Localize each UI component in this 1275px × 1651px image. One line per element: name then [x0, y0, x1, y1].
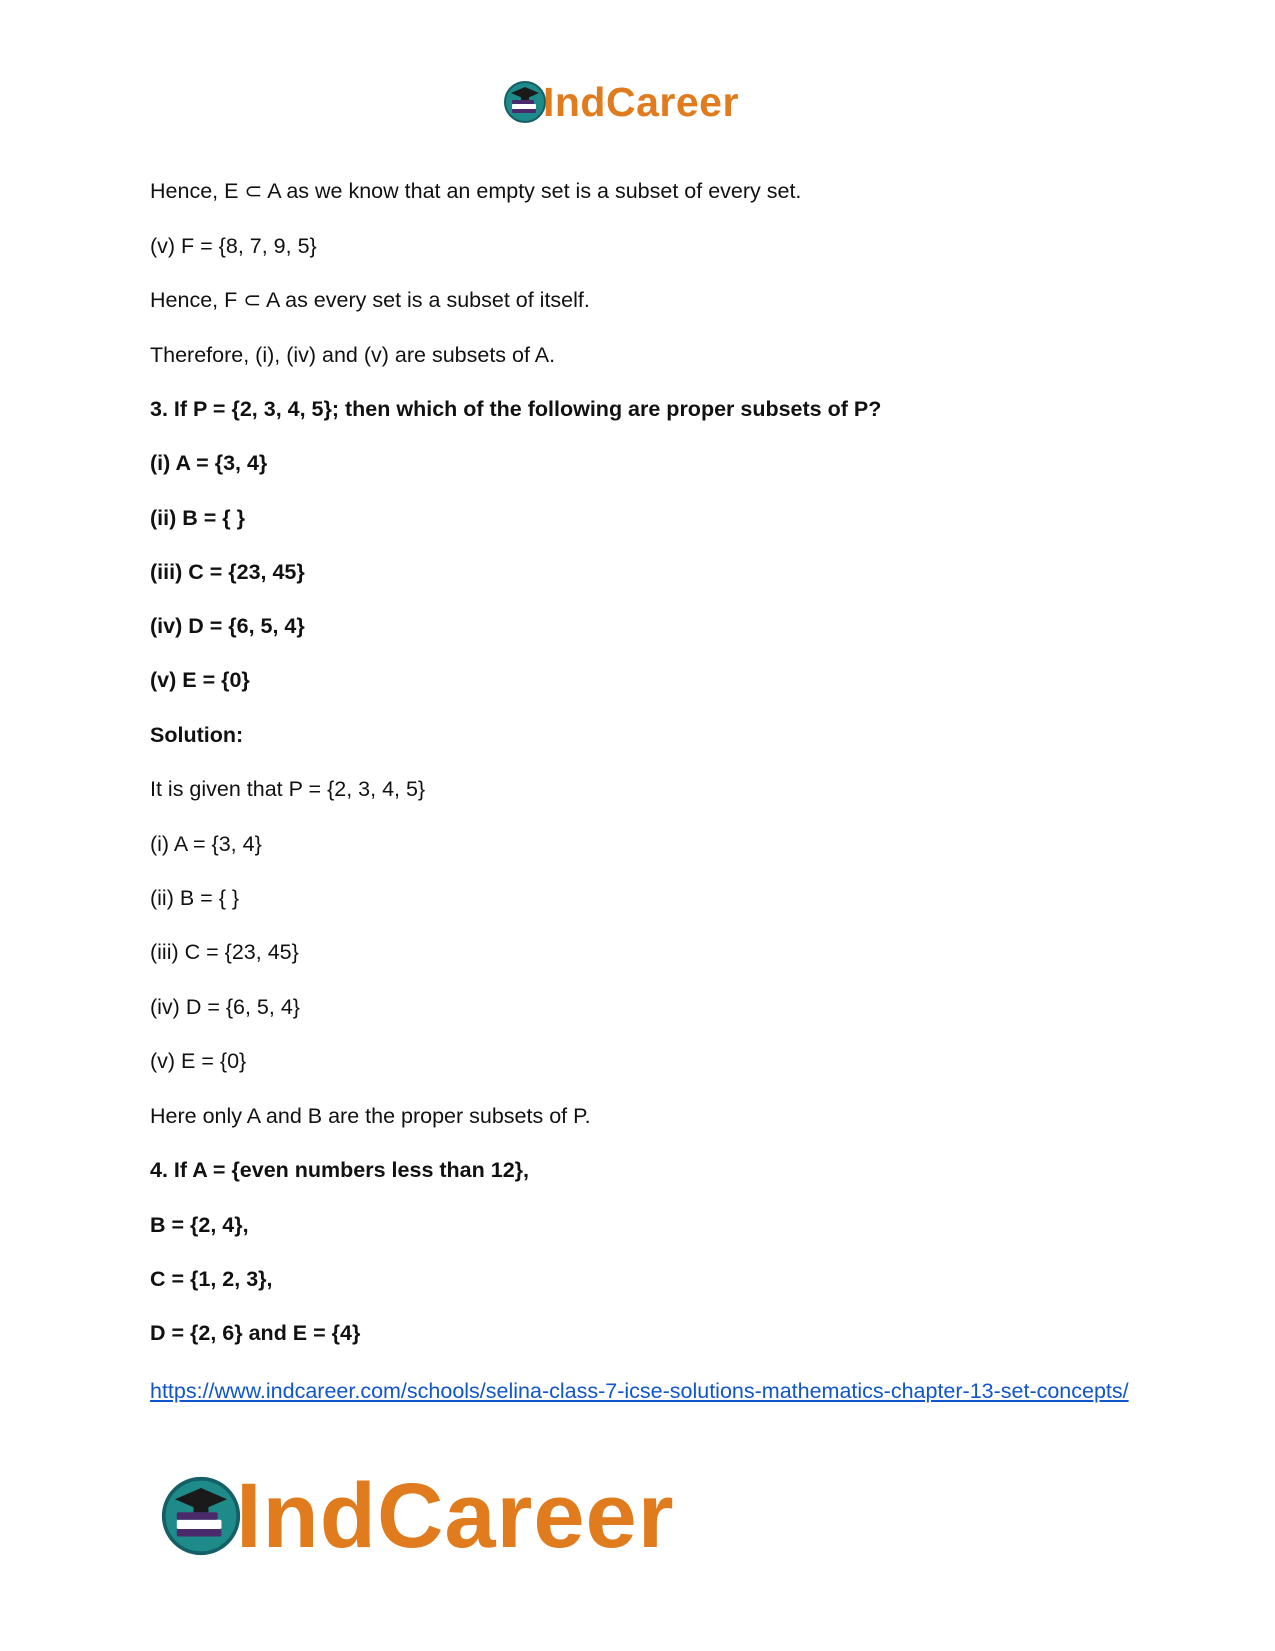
question-option: (i) A = {3, 4} [150, 451, 268, 475]
header-logo [503, 80, 739, 124]
logo-wordmark: IndCareer [236, 1465, 675, 1567]
question-option: (ii) B = { } [150, 506, 245, 530]
text-line: (v) F = {8, 7, 9, 5} [150, 234, 317, 258]
text-line: (i) A = {3, 4} [150, 832, 262, 856]
question-option: B = {2, 4}, [150, 1213, 249, 1237]
text-line: (v) E = {0} [150, 1049, 247, 1073]
text-line: (ii) B = { } [150, 886, 240, 910]
footer-logo [160, 1465, 675, 1567]
text-line: Therefore, (i), (iv) and (v) are subsets of A. [150, 343, 556, 367]
graduation-book-icon [503, 80, 547, 124]
question-option: (iii) C = {23, 45} [150, 560, 305, 584]
question-heading: 3. If P = {2, 3, 4, 5}; then which of the following are proper subsets of P? [150, 397, 882, 421]
logo-wordmark: IndCareer [543, 78, 739, 125]
question-option: (iv) D = {6, 5, 4} [150, 614, 305, 638]
text-line: (iii) C = {23, 45} [150, 940, 299, 964]
text-line: Here only A and B are the proper subsets of P. [150, 1104, 591, 1128]
question-option: C = {1, 2, 3}, [150, 1267, 273, 1291]
question-option: (v) E = {0} [150, 668, 250, 692]
graduation-book-icon [160, 1475, 242, 1557]
text-line: Hence, F ⊂ A as every set is a subset of itself. [150, 288, 590, 312]
text-line: It is given that P = {2, 3, 4, 5} [150, 777, 426, 801]
question-option: D = {2, 6} and E = {4} [150, 1321, 361, 1345]
source-url-link[interactable]: https://www.indcareer.com/schools/selina-class-7-icse-solutions-mathematics-chapter-13-set-concepts/ [150, 1379, 1129, 1403]
solution-heading: Solution: [150, 723, 244, 747]
text-line: (iv) D = {6, 5, 4} [150, 995, 300, 1019]
question-heading: 4. If A = {even numbers less than 12}, [150, 1158, 529, 1182]
text-line: Hence, E ⊂ A as we know that an empty set is a subset of every set. [150, 179, 802, 203]
